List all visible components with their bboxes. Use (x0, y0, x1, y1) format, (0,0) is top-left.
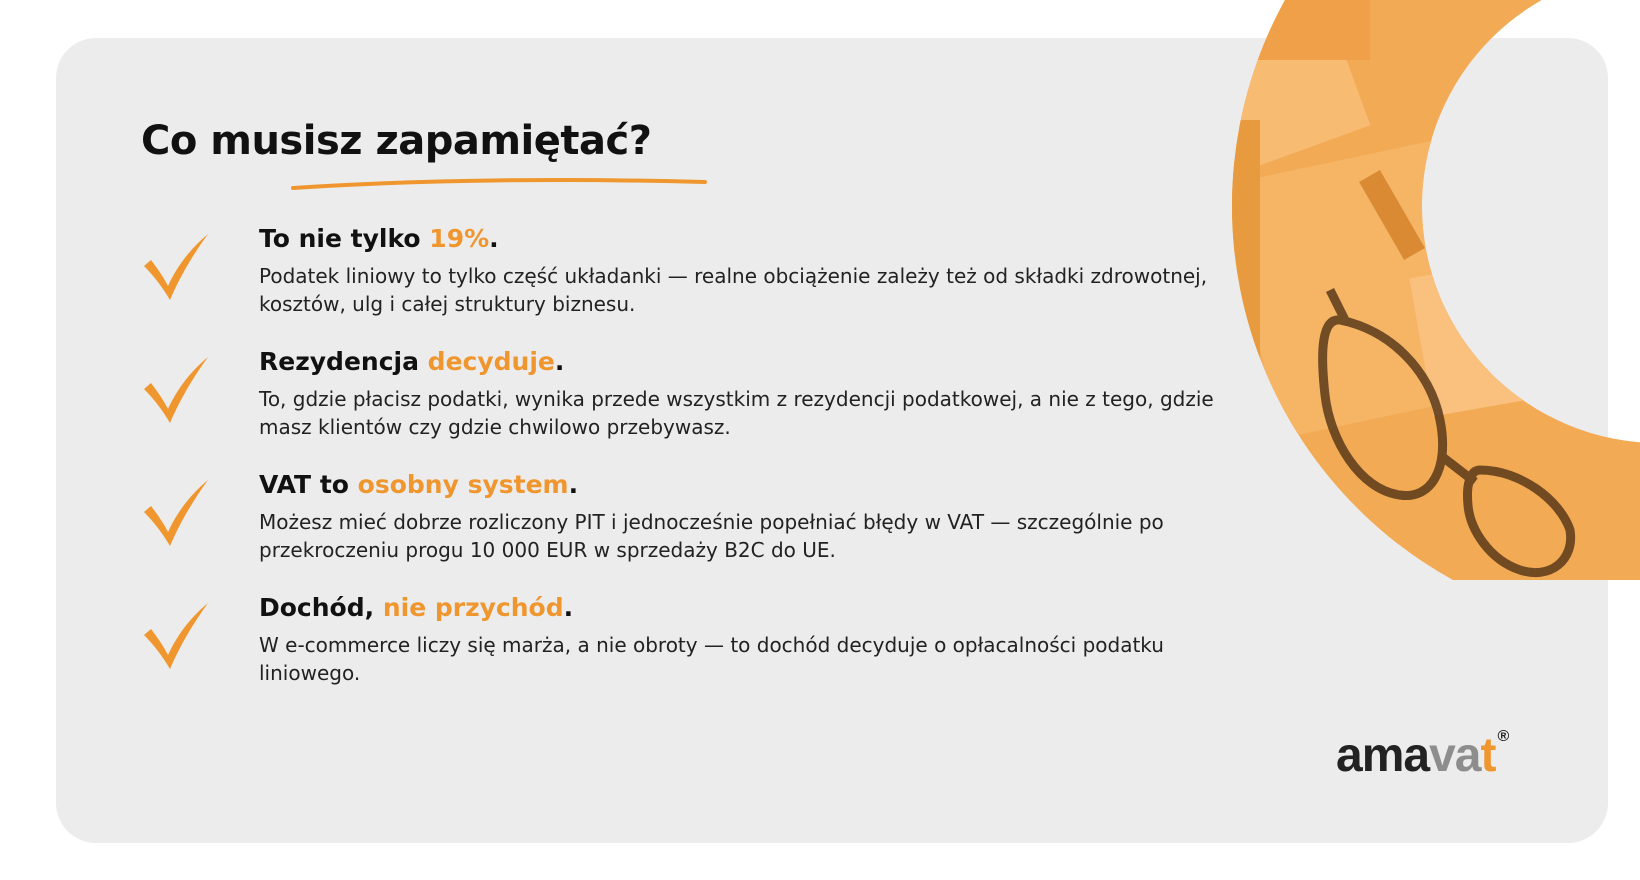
item-heading: To nie tylko 19%. (259, 224, 499, 253)
check-icon (141, 353, 211, 425)
check-icon (141, 476, 211, 548)
page-title: Co musisz zapamiętać? (141, 118, 652, 164)
item-description: W e-commerce liczy się marża, a nie obroty — to dochód decyduje o opłacalności podatku liniowego. (259, 633, 1164, 685)
item-description: To, gdzie płacisz podatki, wynika przede wszystkim z rezydencji podatkowej, a nie z tego, gdzie masz klientów czy gdzie chwilowo przebywasz. (259, 387, 1214, 439)
item-description: Możesz mieć dobrze rozliczony PIT i jednocześnie popełniać błędy w VAT — szczególnie po przekroczeniu progu 10 000 EUR w sprzedaży B2C do UE. (259, 510, 1164, 562)
check-icon (141, 599, 211, 671)
item-description: Podatek liniowy to tylko część układanki — realne obciążenie zależy też od składki zdrowotnej, kosztów, ulg i całej struktury biznesu. (259, 264, 1208, 316)
registered-mark: ® (1497, 728, 1509, 745)
item-heading: Rezydencja decyduje. (259, 347, 565, 376)
item-heading: Dochód, nie przychód. (259, 593, 574, 622)
amavat-logo: amavat ® (1336, 728, 1509, 782)
item-heading: VAT to osobny system. (259, 470, 579, 499)
title-underline (290, 174, 710, 194)
check-icon (141, 230, 211, 302)
decorative-photo-ring (1200, 0, 1640, 580)
